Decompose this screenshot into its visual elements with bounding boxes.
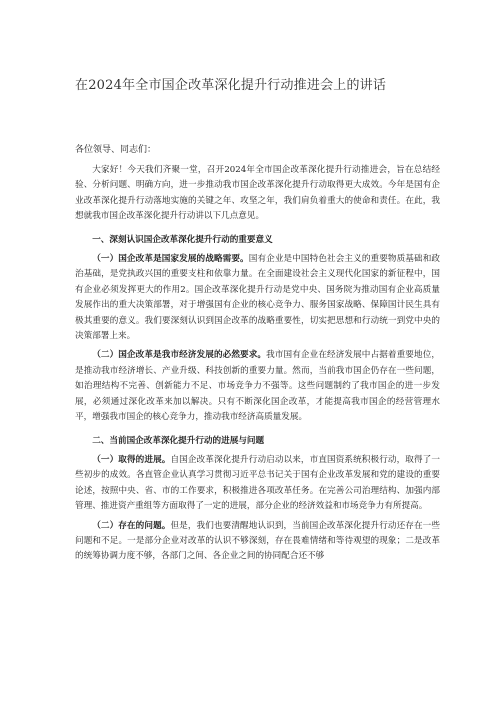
paragraph-lead: （一）国企改革是国家发展的战略需要。 (92, 254, 249, 265)
paragraph-lead: （二）存在的问题。 (92, 520, 171, 531)
paragraph-lead: （一）取得的进展。 (92, 454, 171, 465)
paragraph-2-1 (75, 453, 440, 515)
section-heading-1: 一、深刻认识国企改革深化提升行动的重要意义 (92, 234, 273, 245)
paragraph-text: 自国企改革深化提升行动启动以来，市直国资系统积极行动，取得了一些初步的成效。各直管企业认真学习贯彻习近平总书记关于国有企业改革发展和党的建设的重要论述，按照中央、省、市的工作要求，积极推进各项改革任务。在完善公司治理结构、加强内部管理、推进资产重组等方面取得了一定的进展，部分企业的经济效益和市场竞争力有所提高。 (75, 454, 440, 512)
paragraph-1-1 (75, 252, 440, 344)
paragraph-lead: （二）国企改革是我市经济发展的必然要求。 (92, 350, 267, 361)
paragraph-text: 国有企业是中国特色社会主义的重要物质基础和政治基础，是党执政兴国的重要支柱和依靠力量。在全面建设社会主义现代化国家的新征程中，国有企业必须发挥更大的作用2。国企改革深化提升行动是党中央、国务院为推动国有企业高质量发展作出的重大决策部署，对于增强国有企业的核心竞争力、服务国家战略、保障国计民生具有极其重要的意义。我们要深刻认识到国企改革的战略重要性，切实把思想和行动统一到党中央的决策部署上来。 (75, 254, 440, 342)
paragraph-text: 我市国有企业在经济发展中占据着重要地位，是推动我市经济增长、产业升级、科技创新的重要力量。然而，当前我市国企仍存在一些问题，如治理结构不完善、创新能力不足、市场竞争力不强等。这些问题制约了我市国企的进一步发展，必须通过深化改革来加以解决。只有不断深化国企改革，才能提高我市国企的经营管理水平，增强我市国企的核心竞争力，推动我市经济高质量发展。 (75, 350, 440, 423)
salutation: 各位领导、同志们： (75, 145, 157, 155)
paragraph-text: 但是，我们也要清醒地认识到，当前国企改革深化提升行动还存在一些问题和不足。一是部分企业对改革的认识不够深刻，存在畏难情绪和等待观望的现象；二是改革的统筹协调力度不够，各部门之间、各企业之间的协同配合还不够 (75, 520, 440, 562)
document-title: 在2024年全市国企改革深化提升行动推进会上的讲话 (75, 78, 387, 93)
section-heading-2: 二、当前国企改革深化提升行动的进展与问题 (92, 435, 265, 446)
paragraph-2-2 (75, 519, 440, 565)
intro-paragraph: 大家好！今天我们齐聚一堂，召开2024年全市国企改革深化提升行动推进会，旨在总结经验、分析问题、明确方向，进一步推动我市国企改革深化提升行动取得更大成效。今年是国有企业改革深化提升行动落地实施的关键之年、攻坚之年，我们肩负着重大的使命和责任。在此，我想就我市国企改革深化提升行动讲以下几点意见。 (75, 165, 440, 222)
paragraph-1-2 (75, 348, 440, 425)
